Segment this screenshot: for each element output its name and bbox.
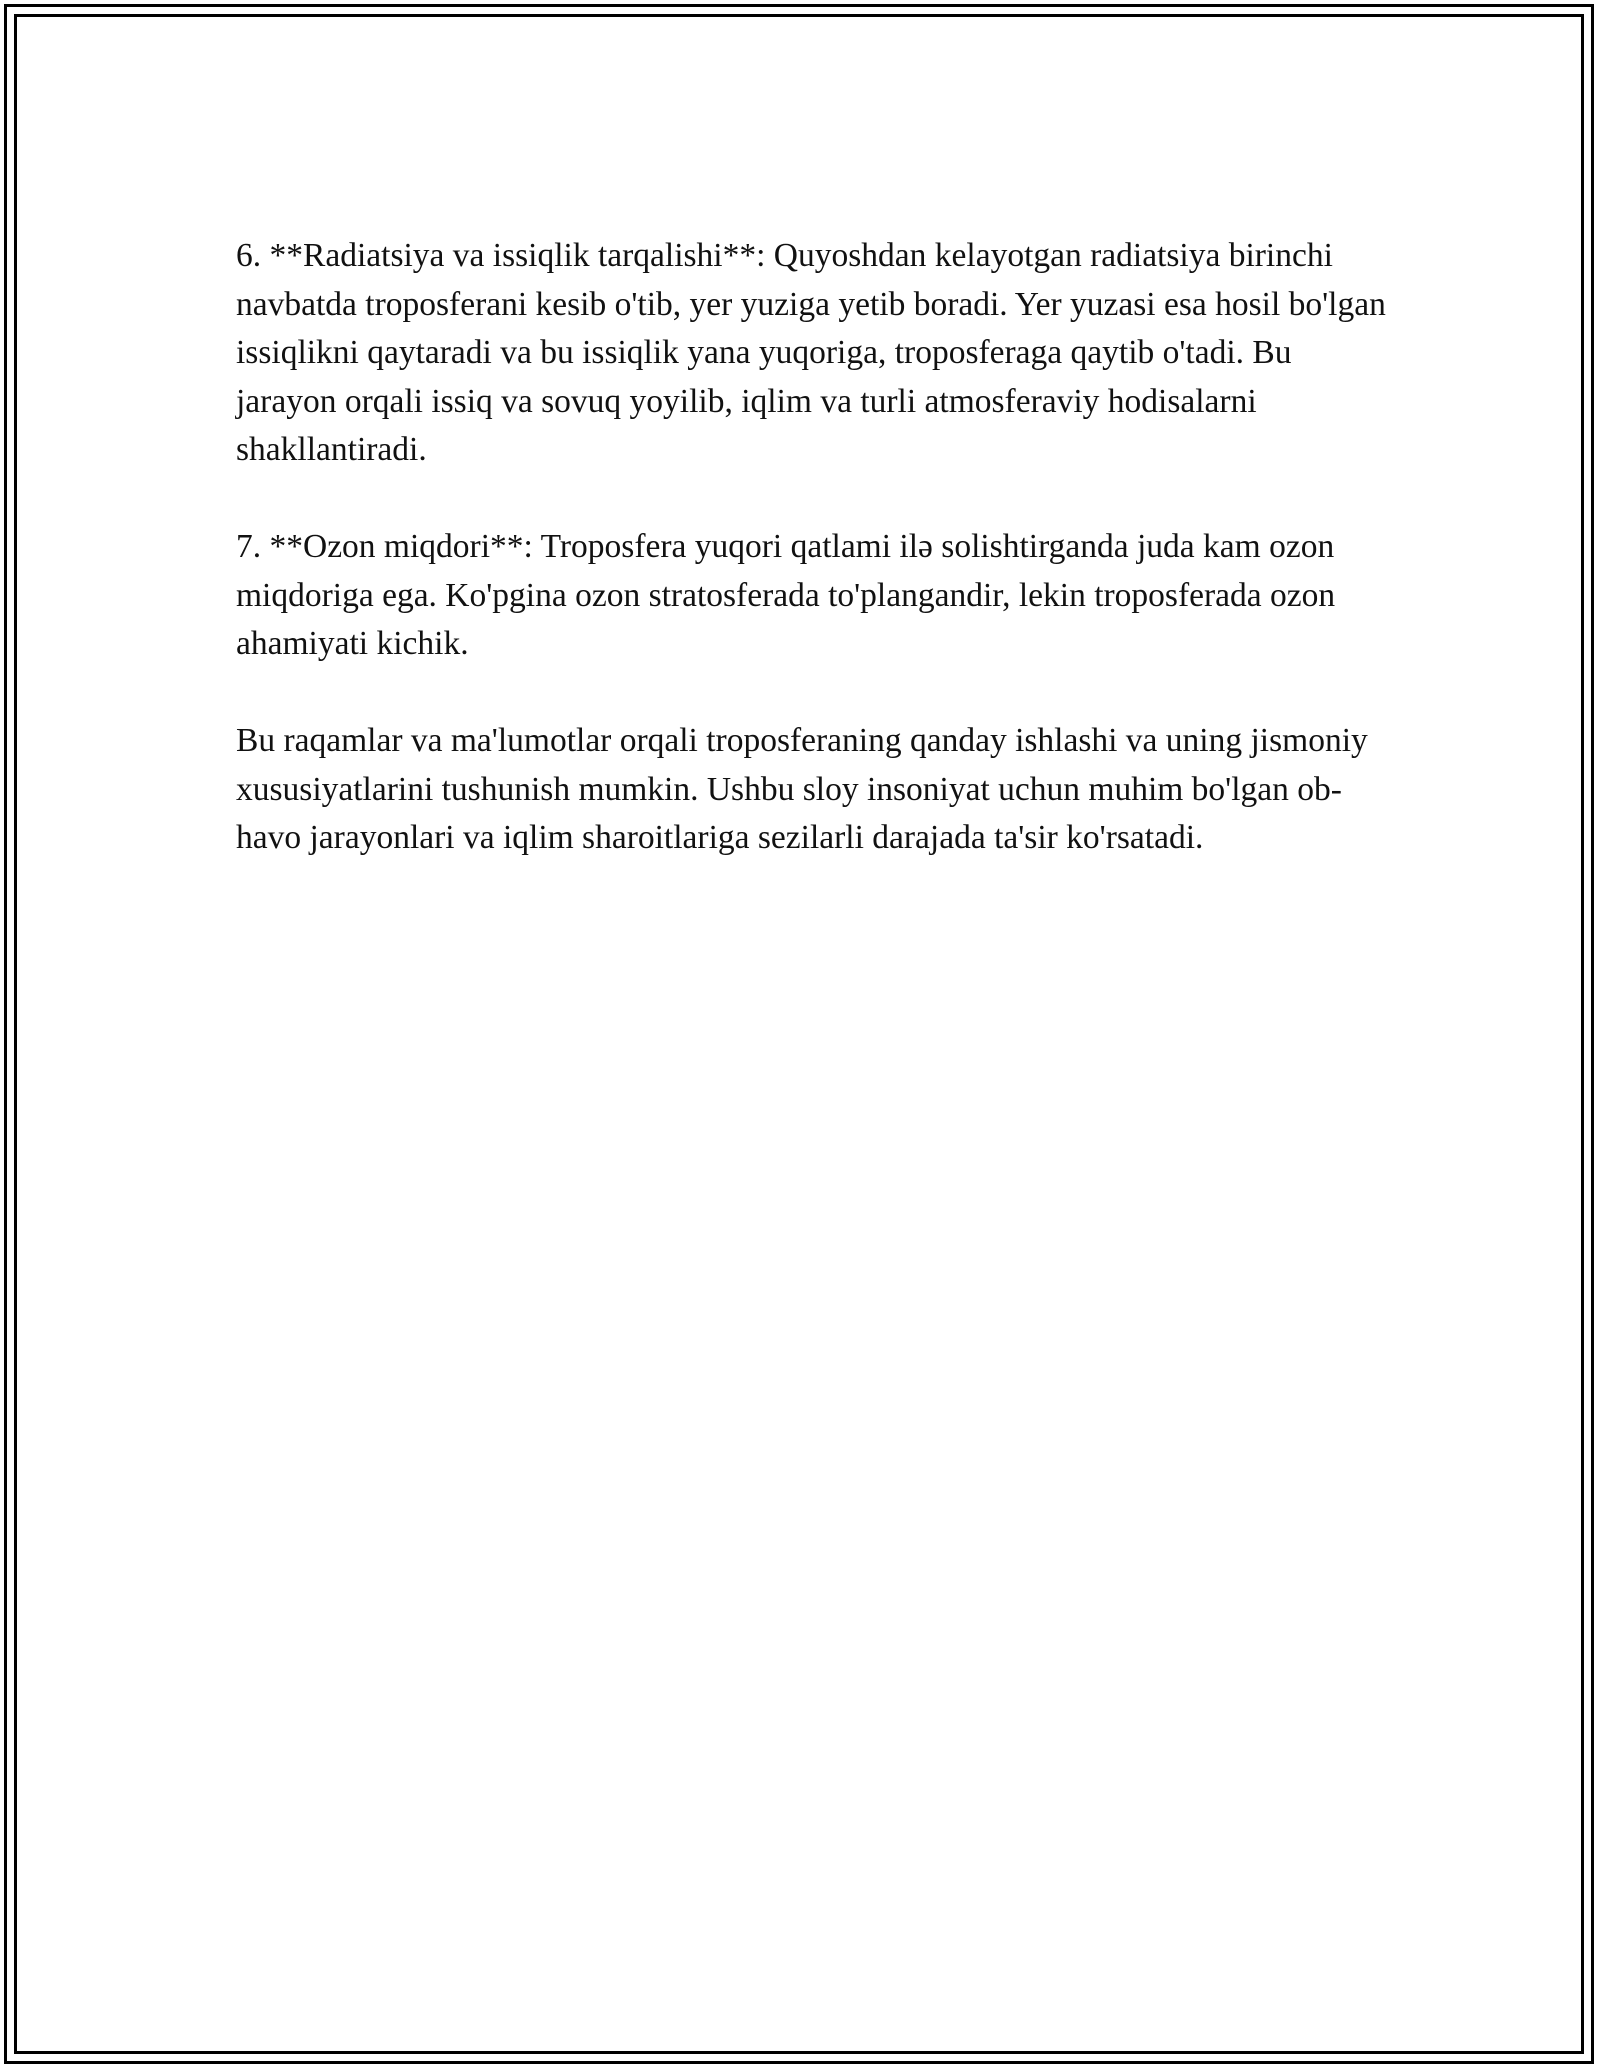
paragraph-radiation-heat: 6. **Radiatsiya va issiqlik tarqalishi**: Quyoshdan kelayotgan radiatsiya birinchi navbatda troposferani kesib o'tib, yer yuziga yetib boradi. Yer yuzasi esa hosil bo'lgan issiqlikni qaytaradi va bu issiqlik yana yuqoriga, troposferaga qaytib o'tadi. Bu jarayon orqali issiq va sovuq yoyilib, iqlim va turli atmosferaviy hodisalarni shakllantiradi.: [236, 237, 1386, 468]
paragraph-conclusion: Bu raqamlar va ma'lumotlar orqali troposferaning qanday ishlashi va uning jismoniy xususiyatlarini tushunish mumkin. Ushbu sloy insoniyat uchun muhim bo'lgan ob-havo jarayonlari va iqlim sharoitlariga sezilarli darajada ta'sir ko'rsatadi.: [236, 722, 1368, 856]
document-body: [236, 232, 1386, 911]
paragraph-ozone-amount: 7. **Ozon miqdori**: Troposfera yuqori qatlami ilə solishtirganda juda kam ozon miqdoriga ega. Ko'pgina ozon stratosferada to'plangandir, lekin troposferada ozon ahamiyati kichik.: [236, 528, 1336, 662]
